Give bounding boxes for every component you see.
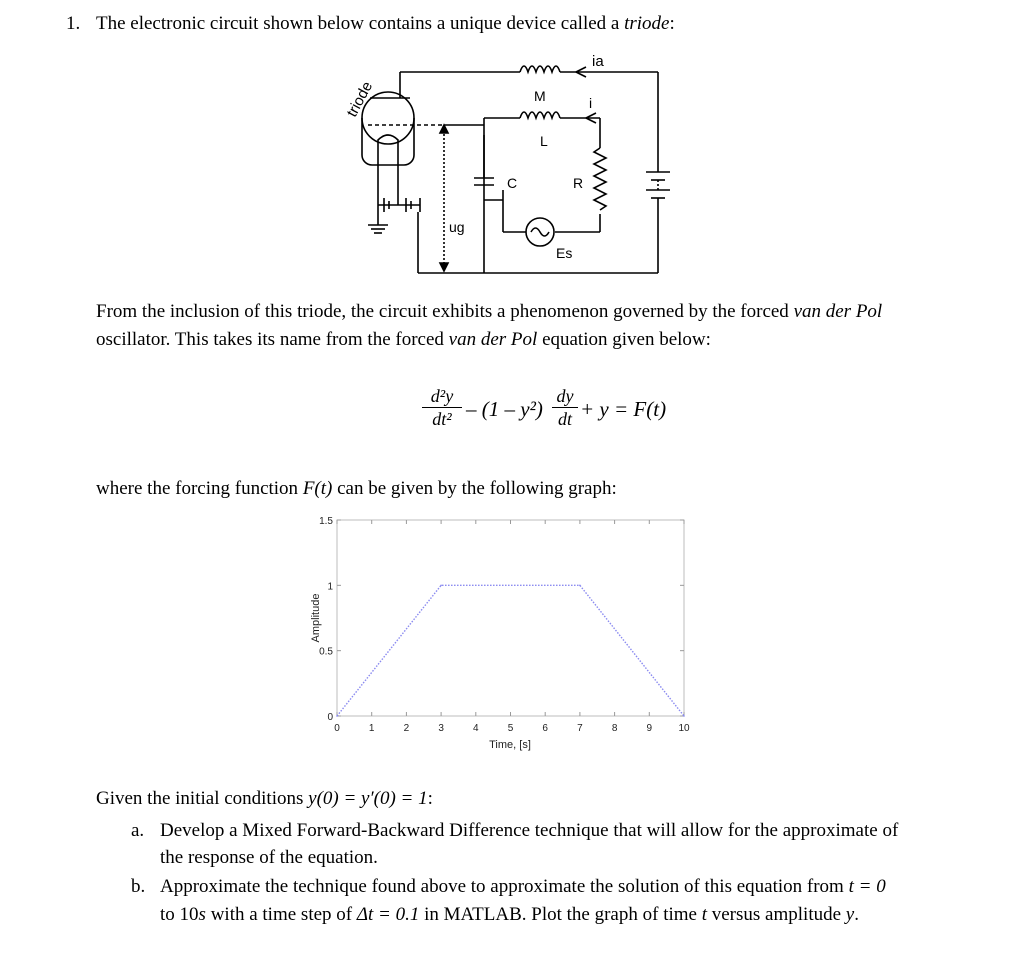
x-tick-label: 6 <box>542 723 548 734</box>
x-tick-label: 5 <box>507 723 514 734</box>
y-axis-label: Amplitude <box>310 593 322 643</box>
function-symbol: F(t) <box>302 478 333 499</box>
math: y <box>845 904 855 925</box>
unit: s <box>198 904 206 925</box>
data-point <box>440 585 442 587</box>
equation-rhs: + y = F(t) <box>580 397 667 421</box>
text: Approximate the technique found above to approximate the solution of this equation from <box>160 876 849 897</box>
x-tick-label: 1 <box>368 723 375 734</box>
text: oscillator. This takes its name from the forced <box>96 329 449 350</box>
y-tick-label: 0 <box>327 712 333 723</box>
x-tick-label: 7 <box>577 723 583 734</box>
data-point <box>336 715 338 717</box>
equation-fraction <box>550 385 580 430</box>
secondary-coil <box>520 112 560 118</box>
task-b-line-1 <box>160 873 886 901</box>
emphasis: van der Pol <box>793 301 883 322</box>
task-a-marker: a. <box>131 820 145 841</box>
r-label: R <box>573 175 584 191</box>
text: in MATLAB. Plot the graph of time <box>419 904 702 925</box>
text: : <box>427 788 433 809</box>
text: Given the initial conditions <box>96 788 309 809</box>
ac-source-wave <box>531 228 549 236</box>
text: versus amplitude <box>707 904 846 925</box>
question-intro <box>96 10 675 38</box>
text: . <box>854 904 859 925</box>
x-tick-label: 10 <box>678 723 690 734</box>
text: where the forcing function <box>96 478 303 499</box>
i-label: i <box>589 95 593 111</box>
intro-colon: : <box>669 13 675 34</box>
x-tick-label: 8 <box>611 723 618 734</box>
intro-device: triode <box>624 13 670 34</box>
x-tick-label: 4 <box>473 723 479 734</box>
d2y-numerator: d²y <box>430 386 454 406</box>
math: Δt = 0.1 <box>356 904 420 925</box>
dy-numerator: dy <box>556 386 574 406</box>
conditions-expression: y(0) = y′(0) = 1 <box>308 788 428 809</box>
dt2-denominator: dt² <box>432 409 452 429</box>
x-tick-label: 3 <box>438 723 444 734</box>
l-label: L <box>540 133 548 149</box>
math: t <box>701 904 707 925</box>
text: equation given below: <box>537 329 711 350</box>
dt-denominator: dt <box>557 409 572 429</box>
initial-conditions <box>96 785 433 813</box>
plot-area <box>337 520 684 716</box>
text: with a time step of <box>205 904 357 925</box>
paragraph-line-1 <box>96 298 882 326</box>
data-point <box>579 585 581 587</box>
x-tick-label: 9 <box>646 723 653 734</box>
nonlinear-term: – (1 – y²) <box>466 397 543 421</box>
forcing-function-chart <box>300 508 700 760</box>
text: From the inclusion of this triode, the circuit exhibits a phenomenon governed by the forced <box>96 301 794 322</box>
text: to 10 <box>160 904 199 925</box>
x-axis-label: Time, [s] <box>489 739 531 751</box>
c-label: C <box>507 175 518 191</box>
y-tick-label: 0.5 <box>319 646 333 658</box>
text: can be given by the following graph: <box>332 478 617 499</box>
triode-envelope <box>362 92 414 144</box>
resistor-zigzag <box>594 148 606 210</box>
m-label: M <box>534 88 546 104</box>
triode-label: triode <box>343 78 377 120</box>
task-a-line-2: the response of the equation. <box>160 847 378 868</box>
equation-fraction <box>418 385 466 430</box>
task-b-line-2 <box>160 901 859 929</box>
data-point <box>683 715 685 717</box>
ia-label: ia <box>592 55 604 70</box>
primary-coil <box>520 66 560 72</box>
x-tick-label: 0 <box>334 723 340 734</box>
triode-circuit-diagram <box>330 55 680 280</box>
ug-label: ug <box>449 219 465 235</box>
x-tick-label: 2 <box>403 723 410 734</box>
es-label: Es <box>556 245 573 261</box>
question-number: 1. <box>66 13 81 34</box>
intro-text: The electronic circuit shown below contains a unique device called a <box>96 13 625 34</box>
van-der-pol-equation <box>418 385 678 445</box>
task-b-marker: b. <box>131 876 146 897</box>
y-tick-label: 1.5 <box>319 516 333 527</box>
forcing-function-text <box>96 475 617 503</box>
math: t = 0 <box>848 876 886 897</box>
task-a-line-1: Develop a Mixed Forward-Backward Difference technique that will allow for the approximate of <box>160 820 899 841</box>
y-tick-label: 1 <box>327 581 333 593</box>
emphasis: van der Pol <box>448 329 538 350</box>
paragraph-line-2 <box>96 326 711 354</box>
